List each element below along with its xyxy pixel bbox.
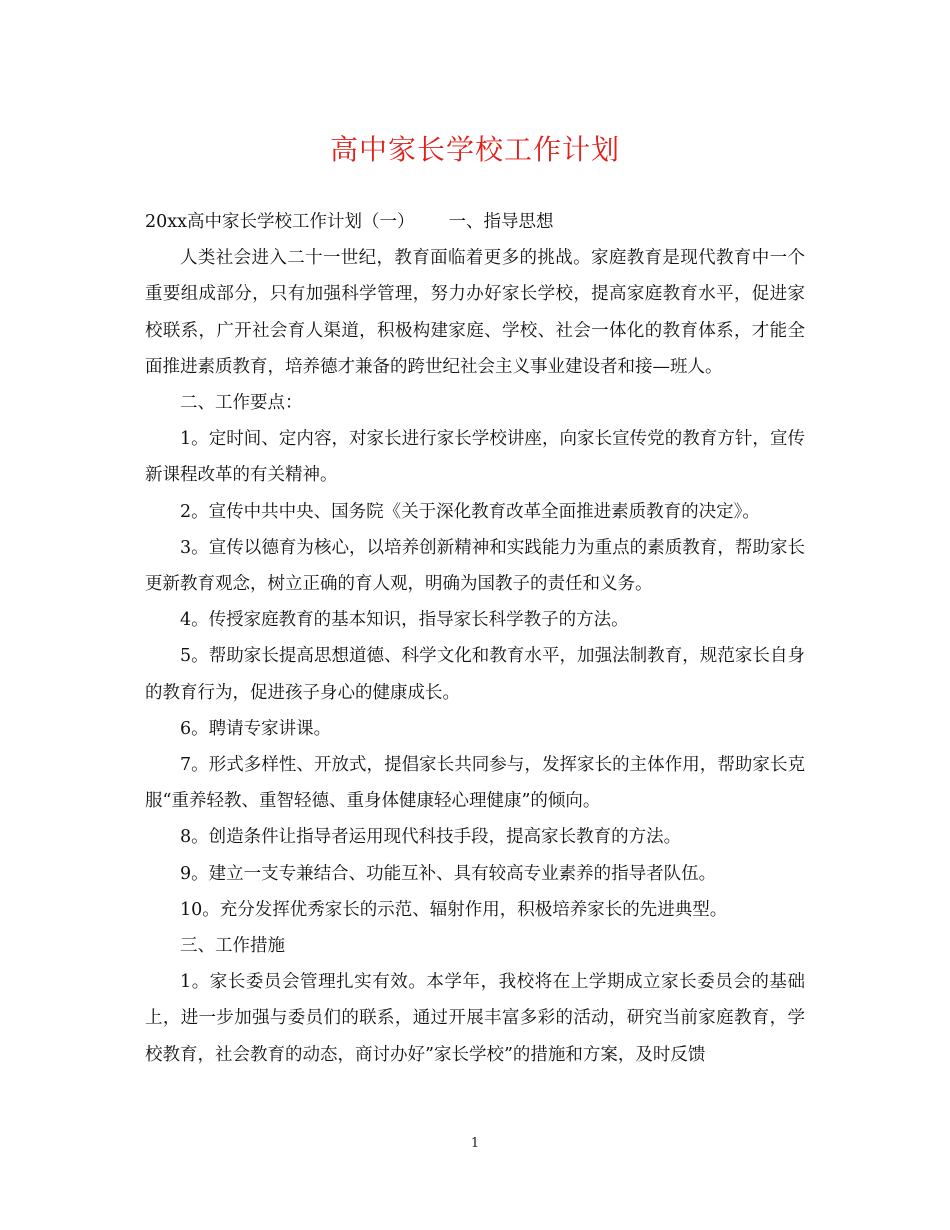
paragraph-introduction: 人类社会进入二十一世纪，教育面临着更多的挑战。家庭教育是现代教育中一个重要组成部分，只有加强科学管理，努力办好家长学校，提高家庭教育水平，促进家校联系，广开社会育人渠道，积极构建家庭、学校、社会一体化的教育体系，才能全面推进素质教育，培养德才兼备的跨世纪社会主义事业建设者和接—班人。 xyxy=(145,248,805,377)
measure-item-1: 1。家长委员会管理扎实有效。本学年，我校将在上学期成立家长委员会的基础上，进一步加强与委员们的联系，通过开展丰富多彩的活动，研究当前家庭教育，学校教育，社会教育的动态，商讨办好”家长学校”的措施和方案，及时反馈 xyxy=(145,972,805,1065)
page-number: 1 xyxy=(470,1136,480,1151)
section-heading-guiding-thought: 一、指导思想 xyxy=(448,212,554,232)
list-item-10: 10。充分发挥优秀家长的示范、辐射作用，积极培养家长的先进典型。 xyxy=(180,899,728,920)
document-body xyxy=(145,204,805,1073)
list-item-7: 7。形式多样性、开放式，提倡家长共同参与，发挥家长的主体作用，帮助家长克服“重养轻教、重智轻德、重身体健康轻心理健康”的倾向。 xyxy=(145,755,805,812)
section-heading-line xyxy=(145,204,805,240)
list-item-6: 6。聘请专家讲课。 xyxy=(180,718,332,739)
list-item-8: 8。创造条件让指导者运用现代科技手段，提高家长教育的方法。 xyxy=(180,827,682,848)
plan-subtitle: 20xx高中家长学校工作计划（一） xyxy=(145,212,415,232)
list-item-4: 4。传授家庭教育的基本知识，指导家长科学教子的方法。 xyxy=(180,610,629,631)
list-item-5: 5。帮助家长提高思想道德、科学文化和教育水平，加强法制教育，规范家长自身的教育行为，促进孩子身心的健康成长。 xyxy=(145,646,805,703)
section-heading-work-measures: 三、工作措施 xyxy=(180,936,285,957)
list-item-3: 3。宣传以德育为核心，以培养创新精神和实践能力为重点的素质教育，帮助家长更新教育观念，树立正确的育人观，明确为国教子的责任和义务。 xyxy=(145,537,805,595)
section-heading-work-points: 二、工作要点： xyxy=(180,393,303,414)
list-item-2: 2。宣传中共中央、国务院《关于深化教育改革全面推进素质教育的决定》。 xyxy=(180,501,760,522)
list-item-9: 9。建立一支专兼结合、功能互补、具有较高专业素养的指导者队伍。 xyxy=(180,863,717,884)
document-title: 高中家长学校工作计划 xyxy=(329,133,620,166)
list-item-1: 1。定时间、定内容，对家长进行家长学校讲座，向家长宣传党的教育方针，宣传新课程改革的有关精神。 xyxy=(145,429,805,486)
